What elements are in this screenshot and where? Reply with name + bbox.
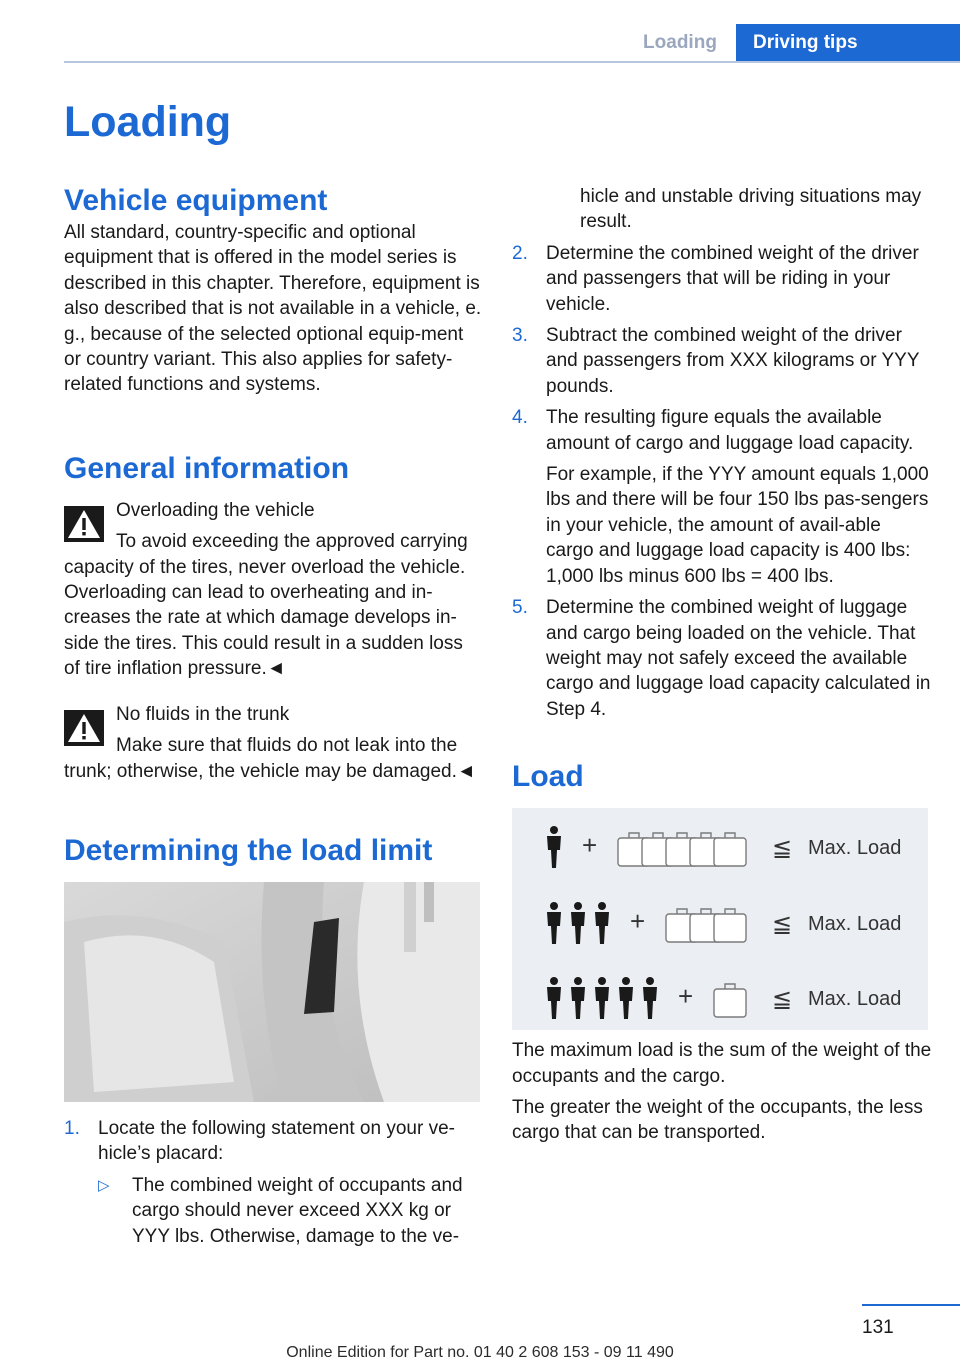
luggage-icon	[714, 833, 746, 866]
steps-list-right	[512, 241, 932, 722]
max-load-label: Max. Load	[808, 837, 902, 860]
warning-body-text: To avoid exceeding the approved carrying capacity of the tires, never overload the vehicle. Overloading can lead to overheating and in-creases the rate at which damage develops in-side the tires. This could result in a sudden loss of tire inflation pressure.◄	[64, 531, 468, 680]
list-item	[64, 1116, 482, 1249]
step-number: 4.	[512, 407, 528, 429]
warning-triangle-icon	[64, 710, 104, 746]
person-icon	[643, 977, 657, 1019]
person-icon	[547, 826, 561, 868]
load-diagram	[512, 808, 928, 1030]
step-text: Locate the following statement on your ve-hicle’s placard:	[98, 1117, 455, 1165]
footer-edition: Online Edition for Part no. 01 40 2 608 153 - 09 11 490	[286, 1344, 674, 1361]
load-paragraph-1: The maximum load is the sum of the weight of the occupants and the cargo.	[512, 1040, 932, 1087]
heading-vehicle-equipment: Vehicle equipment	[64, 184, 328, 217]
warning-body	[64, 733, 482, 784]
step-text: Determine the combined weight of luggage and cargo being loaded on the vehicle. That weight may not safely exceed the available cargo and luggage load capacity calculated in Step 4.	[546, 597, 931, 720]
load-paragraph-2: The greater the weight of the occupants, the less cargo that can be transported.	[512, 1096, 923, 1144]
list-item	[512, 241, 932, 317]
list-item	[512, 405, 932, 589]
header-tab-driving-tips[interactable]: Driving tips	[736, 24, 960, 62]
leq-symbol: ≦	[772, 985, 793, 1014]
sub-item-text: The combined weight of occupants and cargo should never exceed XXX kg or YYY lbs. Otherwise, damage to the ve-	[132, 1174, 463, 1247]
leq-symbol: ≦	[772, 910, 793, 939]
heading-general-information: General information	[64, 451, 350, 485]
leq-symbol: ≦	[772, 834, 793, 863]
step-text: The resulting figure equals the available amount of cargo and luggage load capacity.	[546, 407, 914, 454]
plus-symbol: +	[582, 830, 598, 861]
vehicle-equipment-text: All standard, country-specific and optional equipment that is offered in the model series is described in this chapter. Therefore, equipment is also described that is not available in a vehicle, e. g., because of the selected optional equip-ment or country variant. This also applies for safety-related functions and systems.	[64, 222, 482, 396]
person-icon	[595, 902, 609, 944]
sub-item-continued	[546, 184, 932, 235]
person-icon	[547, 902, 561, 944]
right-column	[512, 184, 932, 1146]
sub-item-text-continued: hicle and unstable driving situations may result.	[580, 186, 922, 233]
footer-divider	[862, 1304, 960, 1306]
heading-determining-load-limit: Determining the load limit	[64, 833, 433, 867]
plus-symbol: +	[678, 981, 694, 1012]
warning-title: Overloading the vehicle	[116, 499, 315, 521]
list-item	[512, 595, 932, 722]
warning-body	[64, 529, 482, 681]
list-item	[512, 323, 932, 399]
luggage-icon	[714, 909, 746, 942]
step-text: Determine the combined weight of the driver and passengers that will be riding in your vehicle.	[546, 242, 919, 315]
person-icon	[595, 977, 609, 1019]
triangle-bullet-icon: ▷	[98, 1176, 110, 1194]
header-tab-loading[interactable]: Loading	[643, 32, 717, 53]
step-text: Subtract the combined weight of the driver and passengers from XXX kilograms or YYY pounds.	[546, 325, 920, 397]
warning-overloading	[64, 498, 482, 682]
step-number: 5.	[512, 597, 528, 619]
plus-symbol: +	[630, 906, 646, 937]
person-icon	[571, 977, 585, 1019]
steps-list-left	[64, 1116, 482, 1249]
load-diagram-row	[512, 898, 928, 948]
warning-title: No fluids in the trunk	[116, 703, 290, 725]
luggage-icon	[714, 984, 746, 1017]
heading-load: Load	[512, 760, 584, 794]
max-load-label: Max. Load	[808, 988, 902, 1011]
sub-item	[98, 1173, 482, 1249]
step-number: 2.	[512, 242, 528, 264]
step-number: 1.	[64, 1117, 80, 1139]
max-load-label: Max. Load	[808, 913, 902, 936]
person-icon	[619, 977, 633, 1019]
load-diagram-row	[512, 973, 928, 1023]
person-icon	[571, 902, 585, 944]
warning-fluids	[64, 702, 482, 784]
left-column	[64, 96, 482, 1255]
warning-triangle-icon	[64, 506, 104, 542]
page-title: Loading	[64, 98, 232, 146]
header-divider	[64, 61, 960, 63]
warning-body-text: Make sure that fluids do not leak into the trunk; otherwise, the vehicle may be damaged.◄	[64, 735, 476, 782]
page-number: 131	[862, 1317, 894, 1338]
step-extra: For example, if the YYY amount equals 1,000 lbs and there will be four 150 lbs pas-sengers in your vehicle, the amount of avail-able cargo and luggage load capacity is 400 lbs: 1,000 lbs minus 600 lbs = 400 lbs.	[546, 464, 929, 587]
person-icon	[547, 977, 561, 1019]
seat-placard-photo	[64, 882, 480, 1102]
step-number: 3.	[512, 325, 528, 347]
load-diagram-row	[512, 822, 928, 872]
